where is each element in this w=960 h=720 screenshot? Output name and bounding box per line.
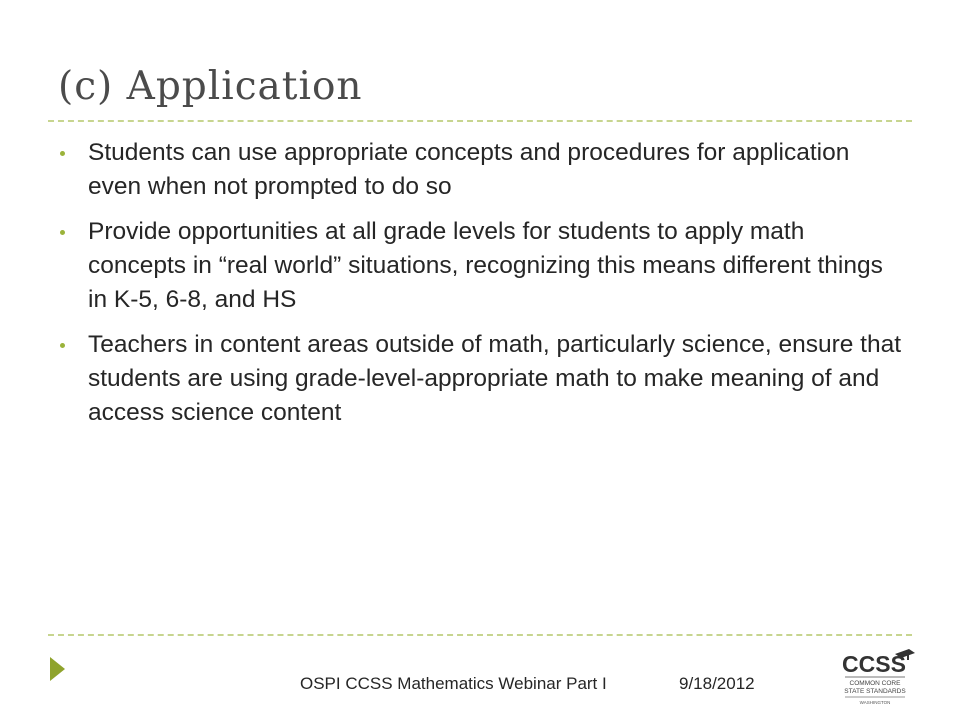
- logo-line-1: COMMON CORE: [849, 680, 901, 687]
- footer-divider: [48, 634, 912, 636]
- title-divider: [48, 120, 912, 122]
- logo-line-2: STATE STANDARDS: [844, 688, 906, 695]
- logo-line-3: WASHINGTON: [859, 700, 891, 705]
- bullet-list: [58, 136, 908, 441]
- ccss-logo-icon: [835, 648, 915, 710]
- next-slide-arrow-icon[interactable]: [50, 657, 65, 681]
- footer-presentation-title: OSPI CCSS Mathematics Webinar Part I: [300, 674, 607, 693]
- bullet-item: [58, 136, 908, 204]
- bullet-dot-icon: [60, 230, 65, 235]
- bullet-dot-icon: [60, 343, 65, 348]
- bullet-text: Provide opportunities at all grade levels for students to apply math concepts in “real world” situations, recognizing this means different things in K-5, 6-8, and HS: [88, 218, 883, 313]
- bullet-text: Students can use appropriate concepts and procedures for application even when not prompted to do so: [88, 139, 850, 200]
- logo-wordmark: CCSS: [842, 651, 906, 677]
- bullet-item: [58, 328, 908, 430]
- slide-title: (c) Application: [58, 64, 363, 109]
- ccss-logo: [835, 648, 915, 710]
- bullet-dot-icon: [60, 151, 65, 156]
- footer-date: 9/18/2012: [679, 674, 755, 693]
- bullet-text: Teachers in content areas outside of math, particularly science, ensure that students are using grade-level-appropriate math to make meaning of and access science content: [88, 331, 902, 426]
- bullet-item: [58, 215, 908, 317]
